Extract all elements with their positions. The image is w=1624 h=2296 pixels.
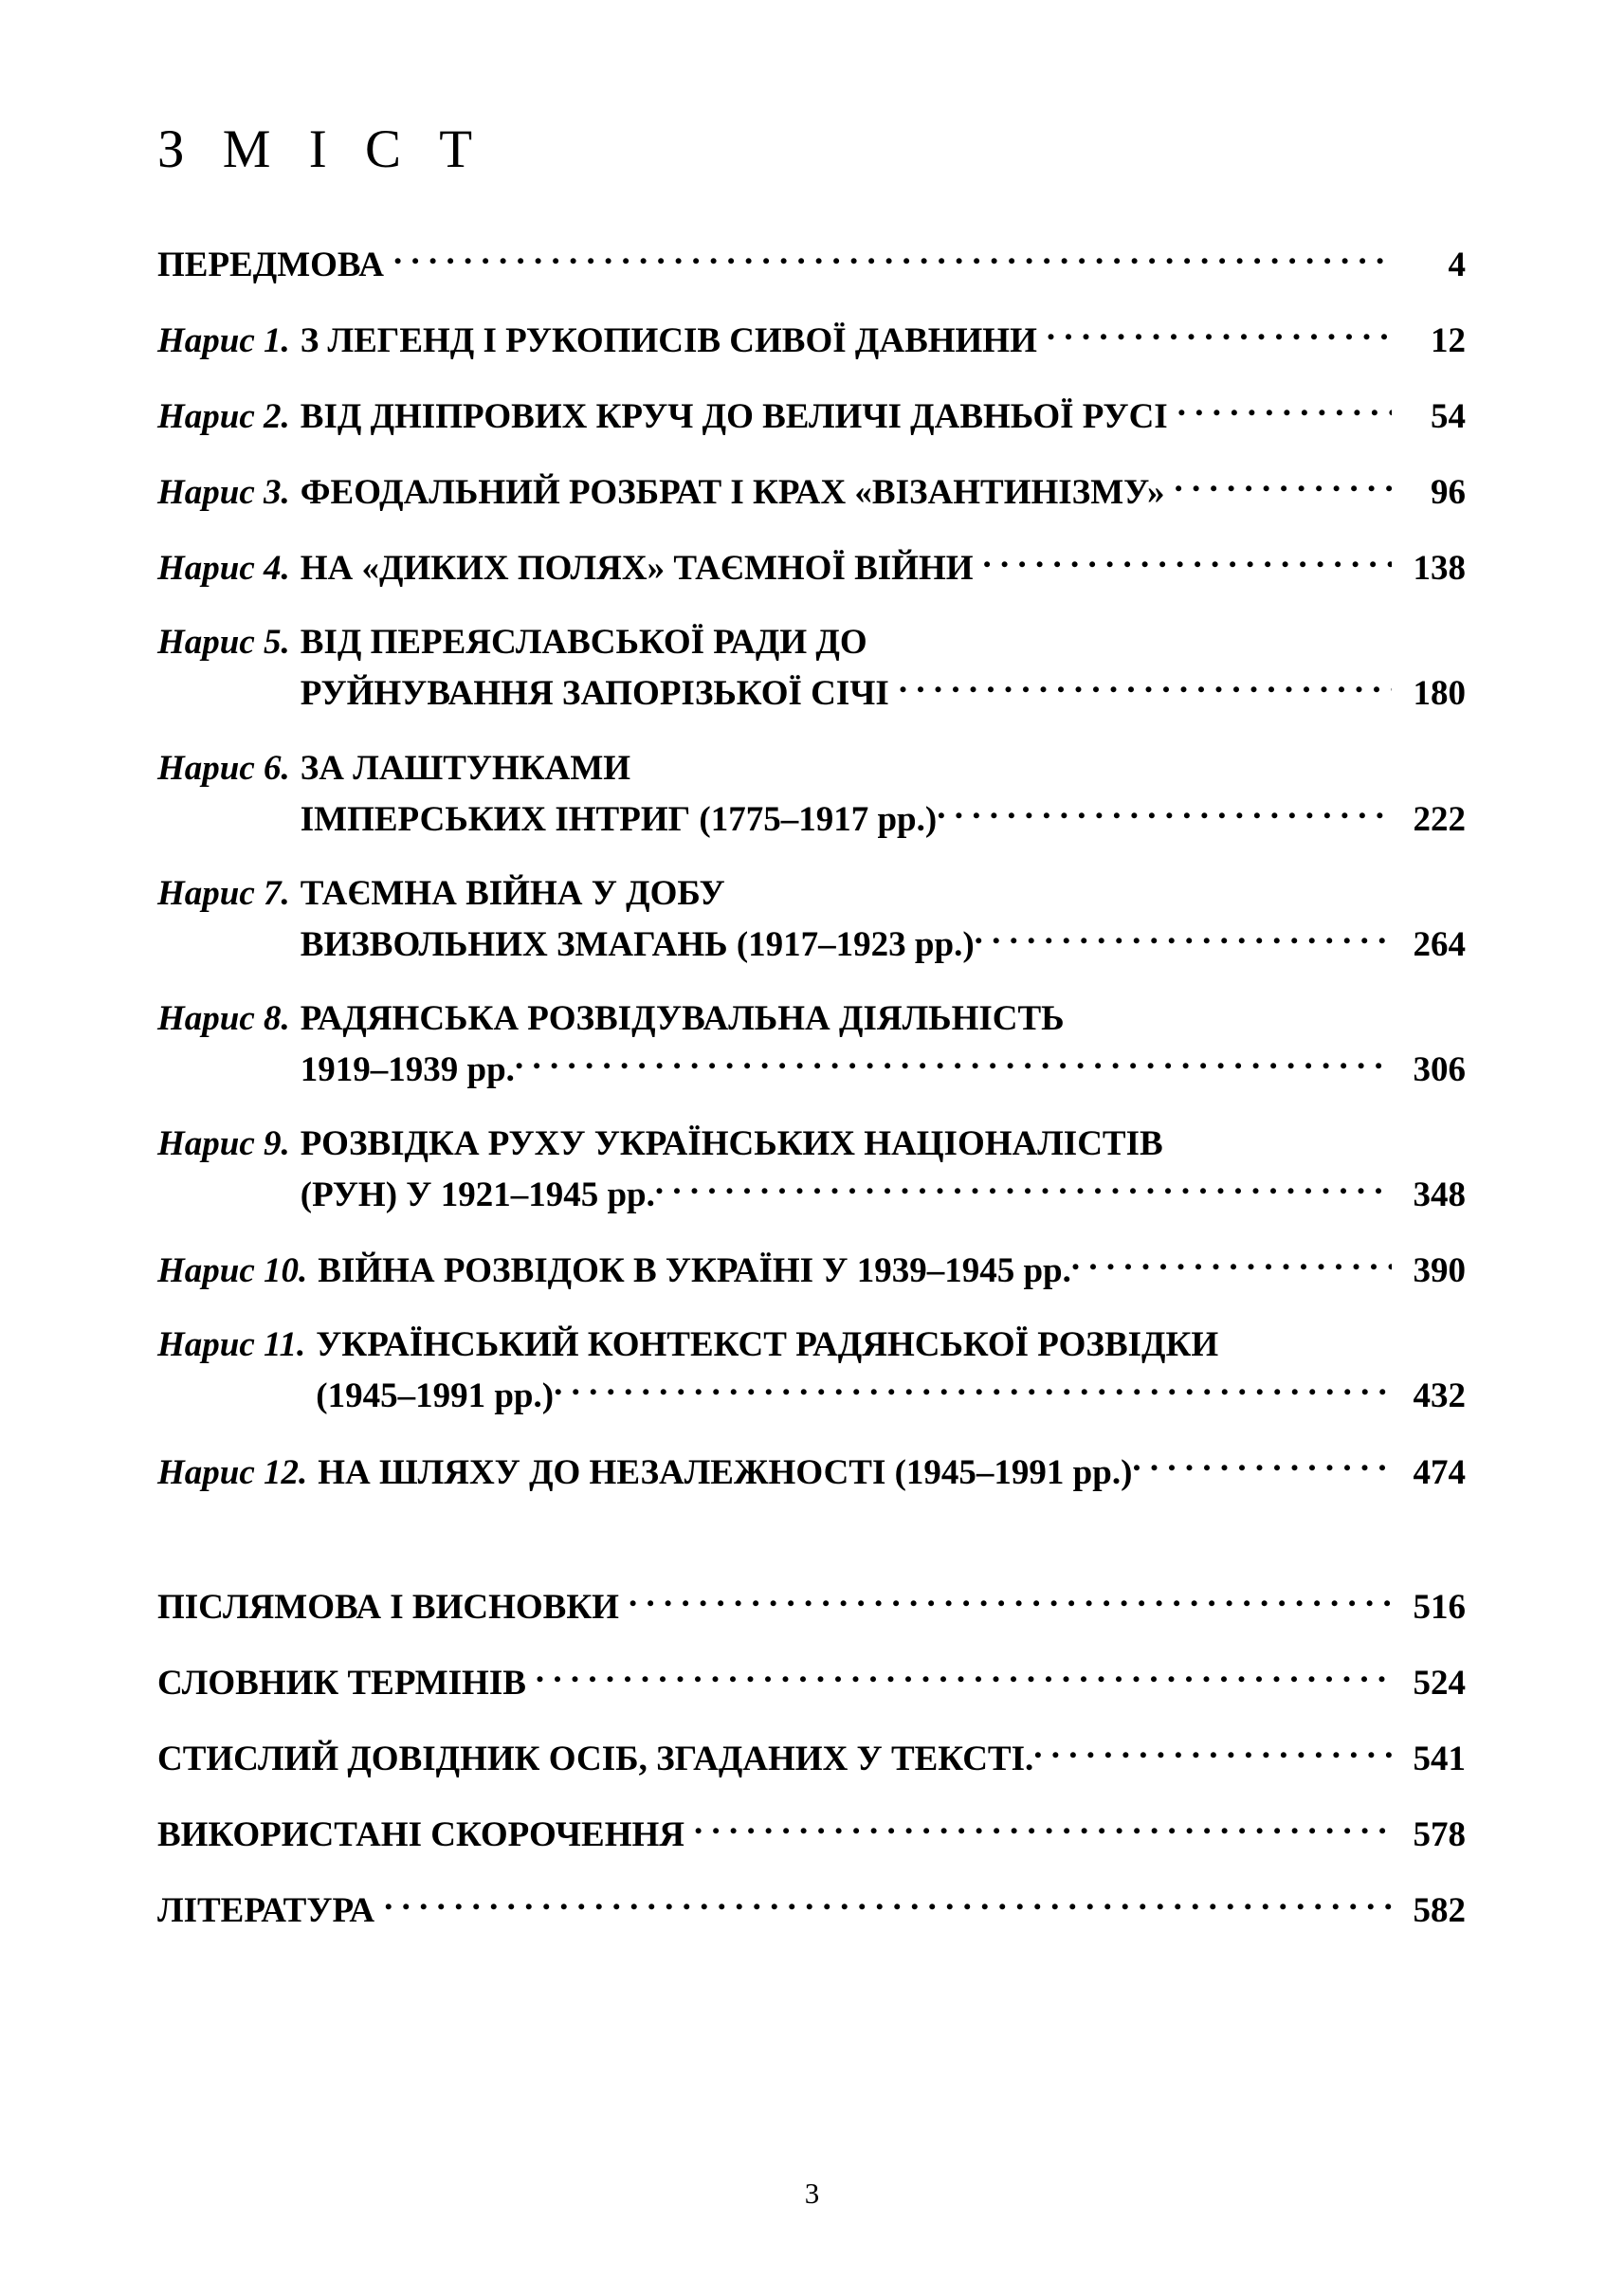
toc-page-number: 180: [1413, 674, 1466, 714]
toc-entry[interactable]: [157, 1322, 1466, 1419]
toc-entry-title: ЛІТЕРАТУРА: [157, 1891, 375, 1930]
toc-entry-line: [157, 996, 1466, 1042]
toc-entry-title: ВИКОРИСТАНІ СКОРОЧЕННЯ: [157, 1814, 684, 1854]
toc-entry[interactable]: [157, 1811, 1466, 1858]
toc-entry-title: (РУН) У 1921–1945 рр.: [300, 1175, 655, 1215]
toc-page-number: 12: [1431, 320, 1466, 360]
toc-entry-line: [157, 920, 1466, 968]
toc-entry-line: [157, 1171, 1466, 1218]
toc-entry[interactable]: [157, 1121, 1466, 1218]
essay-number-label: Нарис 5.: [157, 623, 290, 663]
toc-entry-title: РАДЯНСЬКА РОЗВІДУВАЛЬНА ДІЯЛЬНІСТЬ: [300, 998, 1065, 1038]
toc-entry-line: [157, 241, 1466, 288]
toc-page-number: 516: [1413, 1587, 1466, 1627]
toc-page-number: 390: [1413, 1251, 1466, 1291]
toc-page-number: 541: [1413, 1739, 1466, 1778]
toc-page-number: 578: [1413, 1814, 1466, 1854]
toc-entry-line: [157, 1046, 1466, 1093]
essay-number-label: Нарис 12.: [157, 1452, 308, 1492]
dot-leader: [983, 544, 1392, 579]
toc-entry-line: [157, 1247, 1466, 1294]
dot-leader: [554, 1372, 1392, 1407]
toc-entry[interactable]: [157, 544, 1466, 592]
toc-entry[interactable]: [157, 1886, 1466, 1934]
toc-entry[interactable]: [157, 392, 1466, 440]
toc-entry[interactable]: [157, 996, 1466, 1093]
dot-leader: [1071, 1247, 1392, 1282]
toc-page-number: 474: [1413, 1452, 1466, 1492]
toc-entry[interactable]: [157, 1583, 1466, 1631]
dot-leader: [899, 669, 1392, 704]
toc-entry-title: УКРАЇНСЬКИЙ КОНТЕКСТ РАДЯНСЬКОЇ РОЗВІДКИ: [316, 1325, 1219, 1365]
toc-entry-line: [157, 544, 1466, 592]
toc-entry-title: ПІСЛЯМОВА І ВИСНОВКИ: [157, 1587, 619, 1627]
dot-leader: [515, 1046, 1392, 1081]
toc-entry[interactable]: [157, 1247, 1466, 1294]
toc-page-number: 96: [1431, 473, 1466, 513]
toc-page-number: 524: [1413, 1663, 1466, 1703]
toc-entry-title: СЛОВНИК ТЕРМІНІВ: [157, 1663, 526, 1703]
essay-number-label: Нарис 11.: [157, 1325, 306, 1365]
essay-number-label: Нарис 6.: [157, 748, 290, 788]
toc-entry[interactable]: [157, 871, 1466, 968]
toc-entry-line: [157, 795, 1466, 843]
toc-entry-line: [157, 1886, 1466, 1934]
toc-entry-title: ВІД ДНІПРОВИХ КРУЧ ДО ВЕЛИЧІ ДАВНЬОЇ РУСІ: [300, 397, 1168, 437]
toc-entry-line: [157, 468, 1466, 516]
toc-entry-line: [157, 871, 1466, 917]
toc-entry-line: [157, 1659, 1466, 1706]
dot-leader: [1174, 468, 1392, 503]
dot-leader: [1177, 392, 1392, 428]
toc-entry-title: (1945–1991 рр.): [316, 1376, 555, 1416]
toc-entry-title: ВІЙНА РОЗВІДОК В УКРАЇНІ У 1939–1945 рр.: [318, 1251, 1071, 1291]
essay-number-label: Нарис 1.: [157, 320, 290, 360]
toc-entry-line: [157, 746, 1466, 792]
essay-number-label: Нарис 10.: [157, 1251, 308, 1291]
toc-entry-title: ВИЗВОЛЬНИХ ЗМАГАНЬ (1917–1923 рр.): [300, 924, 975, 964]
essay-number-label: Нарис 4.: [157, 549, 290, 589]
toc-entry-line: [157, 1322, 1466, 1368]
essay-number-label: Нарис 9.: [157, 1124, 290, 1164]
toc-entry[interactable]: [157, 1735, 1466, 1782]
toc-page-number: 306: [1413, 1049, 1466, 1089]
toc-entry-title: РОЗВІДКА РУХУ УКРАЇНСЬКИХ НАЦІОНАЛІСТІВ: [300, 1124, 1163, 1164]
toc-entry[interactable]: [157, 746, 1466, 843]
page-title: З М І С Т: [157, 119, 485, 179]
toc-entry-line: [157, 1121, 1466, 1167]
toc-page-number: 54: [1431, 397, 1466, 437]
dot-leader: [384, 1886, 1392, 1922]
toc-page-number: 264: [1413, 924, 1466, 964]
toc-entry-title: НА ШЛЯХУ ДО НЕЗАЛЕЖНОСТІ (1945–1991 рр.): [318, 1452, 1133, 1492]
toc-entry-title: ПЕРЕДМОВА: [157, 245, 384, 284]
essay-number-label: Нарис 3.: [157, 473, 290, 513]
toc-page-number: 4: [1448, 245, 1466, 284]
toc-entry[interactable]: [157, 1449, 1466, 1496]
toc-entry-title: ТАЄМНА ВІЙНА У ДОБУ: [300, 873, 725, 913]
toc-page-number: 138: [1413, 549, 1466, 589]
toc-content: [157, 121, 1466, 1962]
toc-entry-line: [157, 1811, 1466, 1858]
toc-entry-title: ФЕОДАЛЬНИЙ РОЗБРАТ І КРАХ «ВІЗАНТИНІЗМУ»: [300, 473, 1165, 513]
toc-entry[interactable]: [157, 468, 1466, 516]
toc-page-number: 432: [1413, 1376, 1466, 1416]
toc-entry-title: З ЛЕГЕНД І РУКОПИСІВ СИВОЇ ДАВНИНИ: [300, 320, 1037, 360]
toc-entry[interactable]: [157, 317, 1466, 364]
toc-page-number: 582: [1413, 1891, 1466, 1930]
toc-entry-line: [157, 620, 1466, 665]
page-folio: 3: [804, 2177, 820, 2210]
toc-entry[interactable]: [157, 1659, 1466, 1706]
toc-entry-title: ВІД ПЕРЕЯСЛАВСЬКОЇ РАДИ ДО: [300, 623, 867, 663]
toc-entry-title: СТИСЛИЙ ДОВІДНИК ОСІБ, ЗГАДАНИХ У ТЕКСТІ.: [157, 1739, 1034, 1778]
essay-number-label: Нарис 2.: [157, 397, 290, 437]
essay-number-label: Нарис 7.: [157, 873, 290, 913]
dot-leader: [393, 241, 1392, 276]
dot-leader: [975, 920, 1392, 956]
toc-entry-title: 1919–1939 рр.: [300, 1049, 515, 1089]
dot-leader: [694, 1811, 1392, 1846]
toc-list: [157, 241, 1466, 1934]
toc-entry[interactable]: [157, 241, 1466, 288]
dot-leader: [655, 1171, 1392, 1206]
dot-leader: [1132, 1449, 1392, 1484]
toc-page-number: 348: [1413, 1175, 1466, 1215]
essay-number-label: Нарис 8.: [157, 998, 290, 1038]
toc-entry-title: НА «ДИКИХ ПОЛЯХ» ТАЄМНОЇ ВІЙНИ: [300, 549, 974, 589]
toc-entry-line: [157, 392, 1466, 440]
toc-entry-title: РУЙНУВАННЯ ЗАПОРІЗЬКОЇ СІЧІ: [300, 674, 889, 714]
toc-entry-line: [157, 317, 1466, 364]
toc-entry-title: ІМПЕРСЬКИХ ІНТРИГ (1775–1917 рр.): [300, 799, 938, 839]
toc-page-number: 222: [1413, 799, 1466, 839]
dot-leader: [1047, 317, 1392, 352]
toc-entry-line: [157, 669, 1466, 717]
toc-entry-line: [157, 1449, 1466, 1496]
toc-entry[interactable]: [157, 620, 1466, 717]
toc-entry-line: [157, 1735, 1466, 1782]
toc-entry-line: [157, 1372, 1466, 1419]
dot-leader: [536, 1659, 1392, 1694]
dot-leader: [629, 1583, 1392, 1618]
dot-leader: [937, 795, 1392, 830]
dot-leader: [1033, 1735, 1392, 1770]
toc-entry-title: ЗА ЛАШТУНКАМИ: [300, 748, 631, 788]
toc-entry-line: [157, 1583, 1466, 1631]
